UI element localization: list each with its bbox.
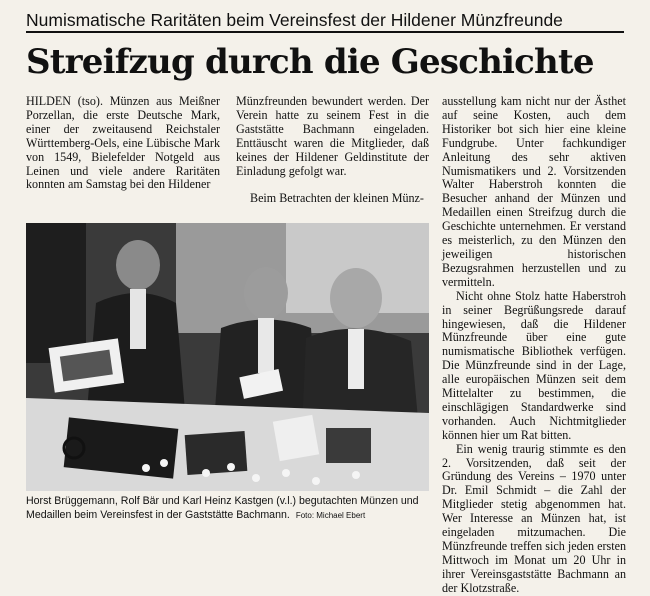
photo-caption bbox=[26, 495, 436, 522]
article-headline: Streifzug durch die Geschichte bbox=[26, 42, 594, 82]
paragraph: Nicht ohne Stolz hatte Haberstroh in seiner Begrüßungsrede darauf hingewiesen, daß die Hildener Münzfreunde über eine gute numismatische Bibliothek verfügen. Die Münzfreunde sind in der Lage, alle europäischen Münzen seit dem Mittelalter zu bestimmen, die einschlägigen Standardwerke sind vorhanden. Auch Nichtmitglieder können hier um Rat bitten. bbox=[442, 288, 626, 442]
text-column-3 bbox=[442, 95, 626, 596]
paragraph: HILDEN (tso). Münzen aus Meißner Porzellan, die erste Deutsche Mark, einer der zweitausend Reichstaler Württemberg-Oels, eine Lübische Mark von 1549, Bielefelder Notgeld aus Leinen und viele andere Raritäten konnten am Samstag bei den Hildener bbox=[26, 94, 220, 192]
article-photo bbox=[26, 223, 429, 491]
paragraph: Beim Betrachten der kleinen Münz- bbox=[250, 191, 424, 206]
text-column-1 bbox=[26, 95, 220, 192]
paragraph: Münzfreunden bewundert werden. Der Verein hatte zu seinem Fest in die Gaststätte Bachmann eingeladen. Enttäuscht waren die Mitglieder, daß keines der Hildener Geldinstitute der Einladung gefolgt war. bbox=[236, 94, 429, 178]
caption-text: Horst Brüggemann, Rolf Bär und Karl Heinz Kastgen (v.l.) begutachten Münzen und Medaillen beim Vereinsfest in der Gaststätte Bachmann. bbox=[26, 495, 419, 521]
article-kicker: Numismatische Raritäten beim Vereinsfest der Hildener Münzfreunde bbox=[26, 10, 624, 33]
photo-illustration bbox=[26, 223, 429, 491]
paragraph: Ein wenig traurig stimmte es den 2. Vorsitzenden, daß seit der Gründung des Vereins – 1970 unter Dr. Emil Schmidt – die Zahl der Mitglieder stetig abgenommen hat. Wer Interesse an Münzen hat, ist eingeladen mitzumachen. Die Münzfreunde treffen sich jeden ersten Mittwoch im Monat um 20 Uhr in ihrer Vereinsgaststätte Bachmann an der Klotzstraße. bbox=[442, 441, 626, 595]
photo-credit: Foto: Michael Ebert bbox=[295, 510, 366, 520]
text-column-2 bbox=[236, 95, 429, 206]
paragraph: ausstellung kam nicht nur der Ästhet auf seine Kosten, auch dem Historiker bot sich hier eine kleine Fundgrube. Unter fachkundiger Anleitung des sehr aktiven Numismatikers und 2. Vorsitzenden Walter Haberstroh konnten die Besucher anhand der Münzen und Medaillen einen Streifzug durch die Geschichte unternehmen. Er verstand es meisterlich, zu den Münzen den jeweiligen historischen Bezugsrahmen herzustellen und zu vermitteln. bbox=[442, 94, 626, 289]
